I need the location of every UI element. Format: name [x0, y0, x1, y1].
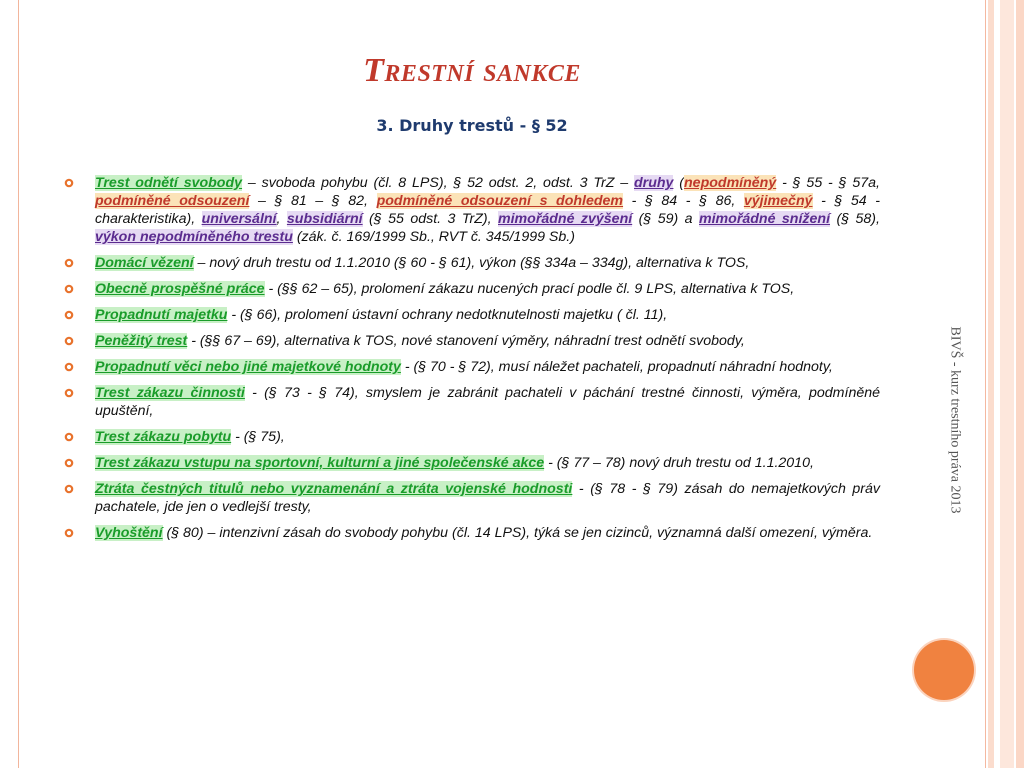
term-link[interactable]: podmíněné odsouzení s dohledem	[376, 193, 624, 209]
term-link[interactable]: universální	[201, 211, 277, 227]
ring-bullet-icon	[64, 388, 74, 398]
term-link[interactable]: Trest zákazu vstupu na sportovní, kulturní a jiné společenské akce	[95, 455, 545, 471]
item-text: - (§ 77 – 78) nový druh trestu od 1.1.2010,	[544, 455, 814, 471]
ring-bullet-icon	[64, 258, 74, 268]
ring-bullet-icon	[64, 528, 74, 538]
term-link[interactable]: druhy	[634, 175, 674, 191]
list-item	[60, 280, 880, 298]
ring-bullet-icon	[64, 310, 74, 320]
term-link[interactable]: Peněžitý trest	[95, 333, 188, 349]
decor-strip	[1016, 0, 1024, 768]
term-link[interactable]: Trest zákazu činnosti	[95, 385, 245, 401]
list-item	[60, 428, 880, 446]
list-item	[60, 358, 880, 376]
term-link[interactable]: subsidiární	[286, 211, 363, 227]
side-caption-text: BIVŠ - kurz trestního práva 2013	[948, 326, 963, 514]
item-text: - (§ 66), prolomení ústavní ochrany nedotknutelnosti majetku ( čl. 11),	[227, 307, 668, 323]
list-item	[60, 332, 880, 350]
item-text: - (§ 78 - § 79) zásah do nemajetkových práv pachatele, jde jen o vedlejší tresty,	[95, 481, 880, 515]
slide-title: Trestní sankce	[363, 52, 581, 89]
term-link[interactable]: nepodmíněný	[684, 175, 777, 191]
list-item	[60, 174, 880, 246]
ring-bullet-icon	[64, 484, 74, 494]
term-link[interactable]: podmíněné odsouzení	[95, 193, 250, 209]
ring-bullet-icon	[64, 432, 74, 442]
ring-bullet-icon	[64, 284, 74, 294]
item-text: (§ 58),	[830, 211, 880, 227]
term-link[interactable]: mimořádné snížení	[699, 211, 831, 227]
term-link[interactable]: Domácí vězení	[95, 255, 194, 271]
term-link[interactable]: Propadnutí věci nebo jiné majetkové hodnoty	[95, 359, 401, 375]
ring-bullet-icon	[64, 178, 74, 188]
ring-bullet-icon	[64, 458, 74, 468]
term-link[interactable]: Vyhoštění	[95, 525, 163, 541]
item-text: - § 54 - charakteristika),	[95, 193, 880, 227]
item-text: (§ 55 odst. 3 TrZ),	[362, 211, 498, 227]
bullet-list	[60, 174, 880, 550]
term-link[interactable]: Trest odnětí svobody	[95, 175, 243, 191]
term-link[interactable]: Propadnutí majetku	[95, 307, 228, 323]
term-link[interactable]: Trest zákazu pobytu	[95, 429, 232, 445]
decor-strip	[1000, 0, 1014, 768]
item-text: – nový druh trestu od 1.1.2010 (§ 60 - § 61), výkon (§§ 334a – 334g), alternativa k TOS,	[193, 255, 750, 271]
item-text: (	[673, 175, 685, 191]
item-text: - § 55 - § 57a,	[776, 175, 880, 191]
item-text: - (§§ 62 – 65), prolomení zákazu nucených prací podle čl. 9 LPS, alternativa k TOS,	[264, 281, 795, 297]
item-text: - (§ 70 - § 72), musí náležet pachateli, propadnutí náhradní hodnoty,	[400, 359, 833, 375]
list-item	[60, 524, 880, 542]
slide-subtitle: 3. Druhy trestů - § 52	[376, 116, 568, 135]
term-link[interactable]: mimořádné zvýšení	[498, 211, 633, 227]
list-item	[60, 384, 880, 420]
item-text: - (§ 75),	[231, 429, 285, 445]
item-text: ,	[276, 211, 287, 227]
term-link[interactable]: výjimečný	[743, 193, 813, 209]
list-item	[60, 480, 880, 516]
ring-bullet-icon	[64, 336, 74, 346]
item-text: (§ 80) – intenzivní zásah do svobody pohybu (čl. 14 LPS), týká se jen cizinců, významná další omezení, výměra.	[162, 525, 873, 541]
item-text: – § 81 – § 82,	[249, 193, 377, 209]
decor-strip	[988, 0, 994, 768]
ring-bullet-icon	[64, 362, 74, 372]
item-text: - (§ 73 - § 74), smyslem je zabránit pachateli v páchání trestné činnosti, výměra, podmíněné upuštění,	[95, 385, 881, 419]
item-text: (zák. č. 169/1999 Sb., RVT č. 345/1999 Sb.)	[292, 229, 575, 245]
item-text: – svoboda pohybu (čl. 8 LPS), § 52 odst. 2, odst. 3 TrZ –	[242, 175, 635, 191]
side-divider	[985, 0, 986, 768]
decor-circle	[914, 640, 974, 700]
item-text: - (§§ 67 – 69), alternativa k TOS, nové stanovení výměry, náhradní trest odnětí svobody,	[187, 333, 745, 349]
side-caption	[935, 270, 975, 570]
item-text: (§ 59) a	[632, 211, 699, 227]
term-link[interactable]: Obecně prospěšné práce	[95, 281, 265, 297]
item-text: - § 84 - § 86,	[623, 193, 744, 209]
term-link[interactable]: Ztráta čestných titulů nebo vyznamenání a ztráta vojenské hodnosti	[95, 481, 573, 497]
list-item	[60, 306, 880, 324]
list-item	[60, 454, 880, 472]
list-item	[60, 254, 880, 272]
term-link[interactable]: výkon nepodmíněného trestu	[95, 229, 293, 245]
